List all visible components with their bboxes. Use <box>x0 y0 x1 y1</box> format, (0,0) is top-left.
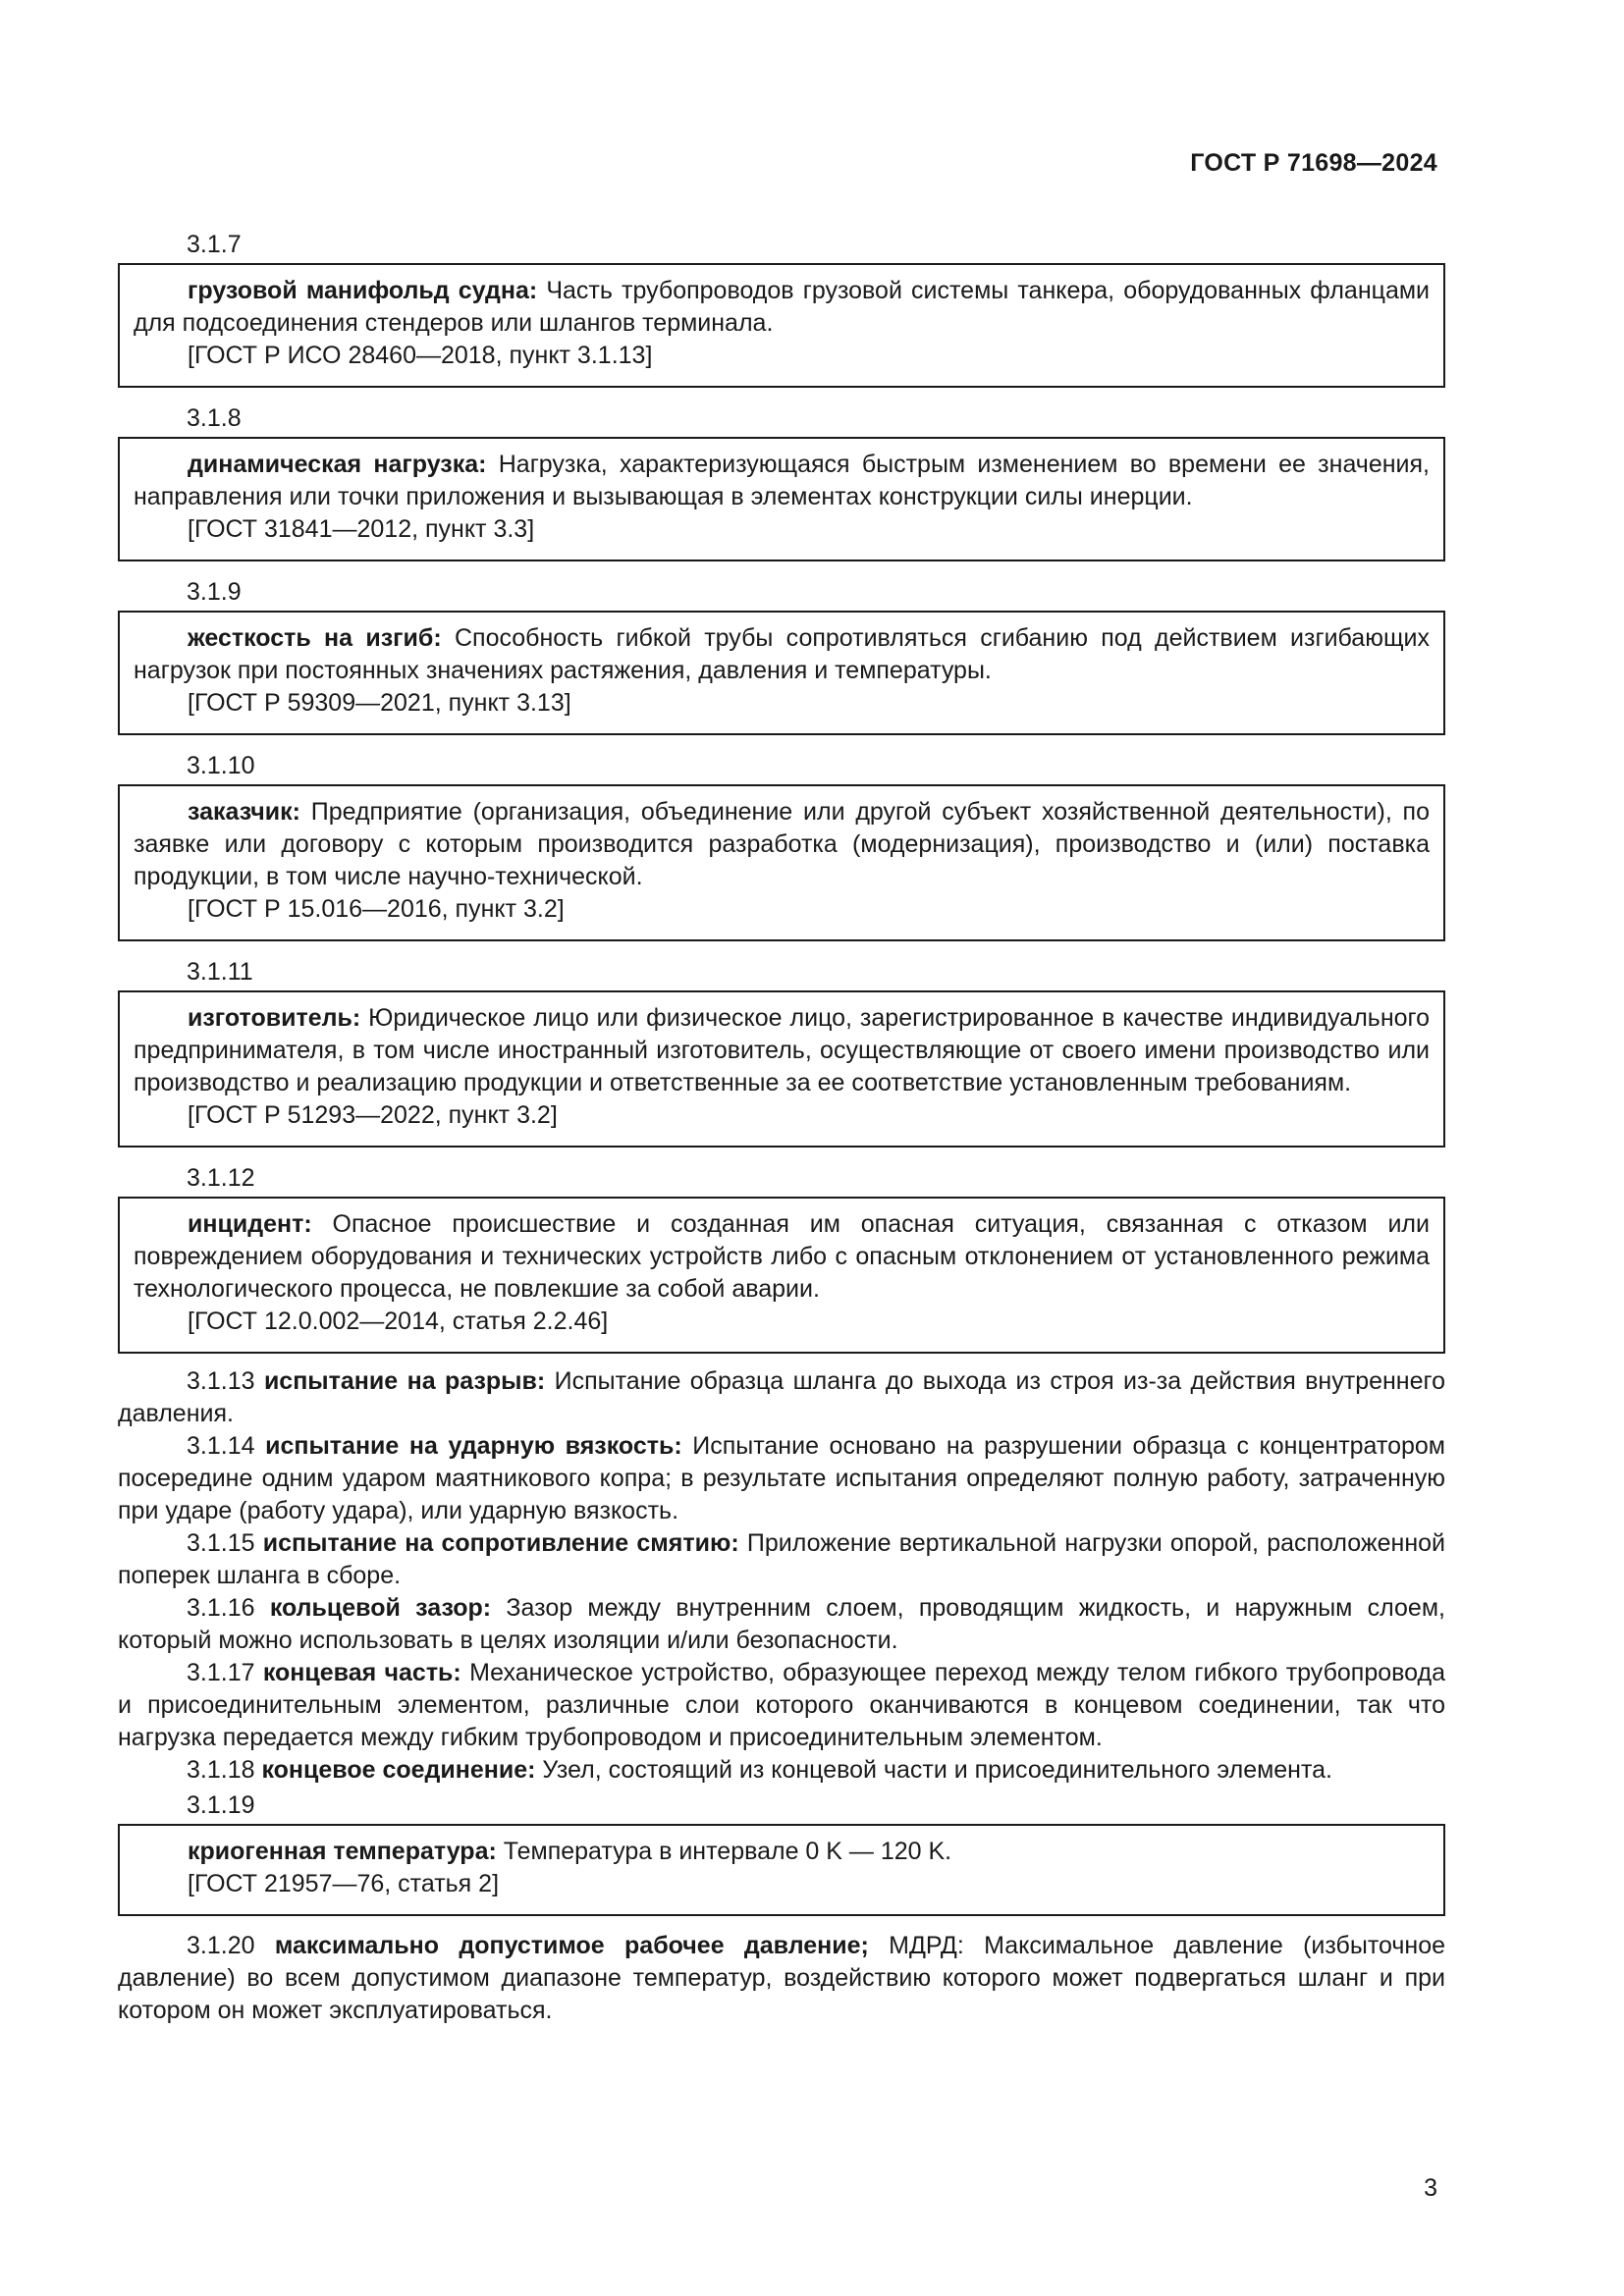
term-paragraph <box>118 1430 1445 1527</box>
term-name: испытание на разрыв: <box>263 1367 546 1395</box>
term-number: 3.1.9 <box>187 578 242 606</box>
term-name: криогенная температура: <box>188 1838 497 1865</box>
term-name: испытание на ударную вязкость: <box>265 1432 682 1460</box>
term-number: 3.1.20 <box>187 1932 255 1959</box>
term-definition <box>134 1002 1430 1099</box>
term-definition <box>134 275 1430 340</box>
term-definition-box <box>118 990 1445 1148</box>
term-definition <box>134 1836 1430 1868</box>
term-reference: [ГОСТ 12.0.002—2014, статья 2.2.46] <box>188 1308 609 1335</box>
term-number: 3.1.15 <box>187 1529 255 1557</box>
term-reference: [ГОСТ Р ИСО 28460—2018, пункт 3.1.13] <box>188 342 653 369</box>
term-name: заказчик: <box>188 798 300 826</box>
term-text: Приложение вертикальной нагрузки опорой, расположенной поперек шланга в сборе. <box>118 1529 1446 1589</box>
term-text: Механическое устройство, образующее переход между телом гибкого трубопровода и присоединительным элементом, различные слои которого оканчиваются в концевом соединении, так что нагрузка передается между гибким трубопроводом и присоединительным элементом. <box>118 1659 1445 1751</box>
term-number: 3.1.8 <box>187 404 242 432</box>
term-paragraph <box>118 1930 1445 2027</box>
term-name: максимально допустимое рабочее давление; <box>274 1932 869 1959</box>
term-text: Юридическое лицо или физическое лицо, зарегистрированное в качестве индивидуального предпринимателя, в том числе иностранный изготовитель, осуществляющие от своего имени производство или производство и реализацию продукции и ответственные за ее соответствие установленным требованиям. <box>134 1004 1430 1096</box>
term-reference: [ГОСТ Р 59309—2021, пункт 3.13] <box>188 689 571 717</box>
term-reference: [ГОСТ Р 15.016—2016, пункт 3.2] <box>188 895 565 923</box>
term-number: 3.1.16 <box>187 1594 255 1622</box>
term-name: инцидент: <box>188 1210 312 1238</box>
term-definition-box <box>118 263 1445 388</box>
term-definition <box>134 449 1430 513</box>
term-definition-box <box>118 611 1445 735</box>
term-text: МДРД: Максимальное давление (избыточное давление) во всем допустимом диапазоне температур, воздействию которого может подвергаться шланг и при котором он может эксплуатироваться. <box>118 1932 1446 2024</box>
term-name: концевое соединение: <box>261 1756 536 1784</box>
term-paragraph <box>118 1365 1445 1430</box>
term-definition-box <box>118 437 1445 561</box>
term-name: жесткость на изгиб: <box>188 624 442 652</box>
term-definition <box>134 796 1430 893</box>
term-number: 3.1.10 <box>187 752 255 779</box>
term-number: 3.1.12 <box>187 1164 255 1192</box>
term-text: Предприятие (организация, объединение или другой субъект хозяйственной деятельности), по заявке или договору с которым производится разработка (модернизация), производство и (или) поставка продукции, в том числе научно-технической. <box>134 798 1430 890</box>
term-name: кольцевой зазор: <box>269 1594 492 1622</box>
document-code: ГОСТ Р 71698—2024 <box>1190 149 1437 177</box>
term-reference: [ГОСТ Р 51293—2022, пункт 3.2] <box>188 1101 558 1129</box>
document-body <box>118 226 1445 2027</box>
term-text: Часть трубопроводов грузовой системы танкера, оборудованных фланцами для подсоединения стендеров или шлангов терминала. <box>134 277 1430 337</box>
term-name: испытание на сопротивление смятию: <box>262 1529 739 1557</box>
term-number: 3.1.17 <box>187 1659 255 1686</box>
term-text: Температура в интервале 0 K — 120 K. <box>496 1838 952 1865</box>
term-definition-box <box>118 784 1445 941</box>
term-definition-box <box>118 1197 1445 1354</box>
term-reference: [ГОСТ 21957—76, статья 2] <box>188 1870 500 1897</box>
term-text: Нагрузка, характеризующаяся быстрым изменением во времени ее значения, направления или точки приложения и вызывающая в элементах конструкции силы инерции. <box>134 451 1430 510</box>
page-number: 3 <box>1424 2174 1437 2202</box>
term-definition-box <box>118 1824 1445 1916</box>
term-number: 3.1.11 <box>187 958 253 986</box>
term-name: изготовитель: <box>188 1004 361 1032</box>
term-name: динамическая нагрузка: <box>188 451 487 478</box>
term-text: Испытание основано на разрушении образца с концентратором посередине одним ударом маятникового копра; в результате испытания определяют полную работу, затраченную при ударе (работу удара), или ударную вязкость. <box>118 1432 1445 1524</box>
term-text: Узел, состоящий из концевой части и присоединительного элемента. <box>535 1756 1333 1784</box>
term-name: грузовой манифольд судна: <box>188 277 538 304</box>
term-number: 3.1.13 <box>187 1367 255 1395</box>
term-number: 3.1.19 <box>187 1791 255 1819</box>
term-reference: [ГОСТ 31841—2012, пункт 3.3] <box>188 515 535 543</box>
term-definition <box>134 1208 1430 1306</box>
term-paragraph <box>118 1657 1445 1754</box>
term-paragraph <box>118 1527 1445 1592</box>
term-text: Способность гибкой трубы сопротивляться сгибанию под действием изгибающих нагрузок при постоянных значениях растяжения, давления и температуры. <box>134 624 1430 684</box>
term-text: Испытание образца шланга до выхода из строя из-за действия внутреннего давления. <box>118 1367 1445 1427</box>
term-number: 3.1.7 <box>187 231 242 258</box>
term-definition <box>134 622 1430 687</box>
term-text: Опасное происшествие и созданная им опасная ситуация, связанная с отказом или повреждением оборудования и технических устройств либо с опасным отклонением от установленного режима технологического процесса, не повлекшие за собой аварии. <box>134 1210 1430 1303</box>
term-name: концевая часть: <box>262 1659 461 1686</box>
term-text: Зазор между внутренним слоем, проводящим жидкость, и наружным слоем, который можно использовать в целях изоляции и/или безопасности. <box>118 1594 1445 1654</box>
term-number: 3.1.14 <box>187 1432 255 1460</box>
term-number: 3.1.18 <box>187 1756 255 1784</box>
term-paragraph <box>118 1754 1445 1787</box>
term-paragraph <box>118 1592 1445 1657</box>
